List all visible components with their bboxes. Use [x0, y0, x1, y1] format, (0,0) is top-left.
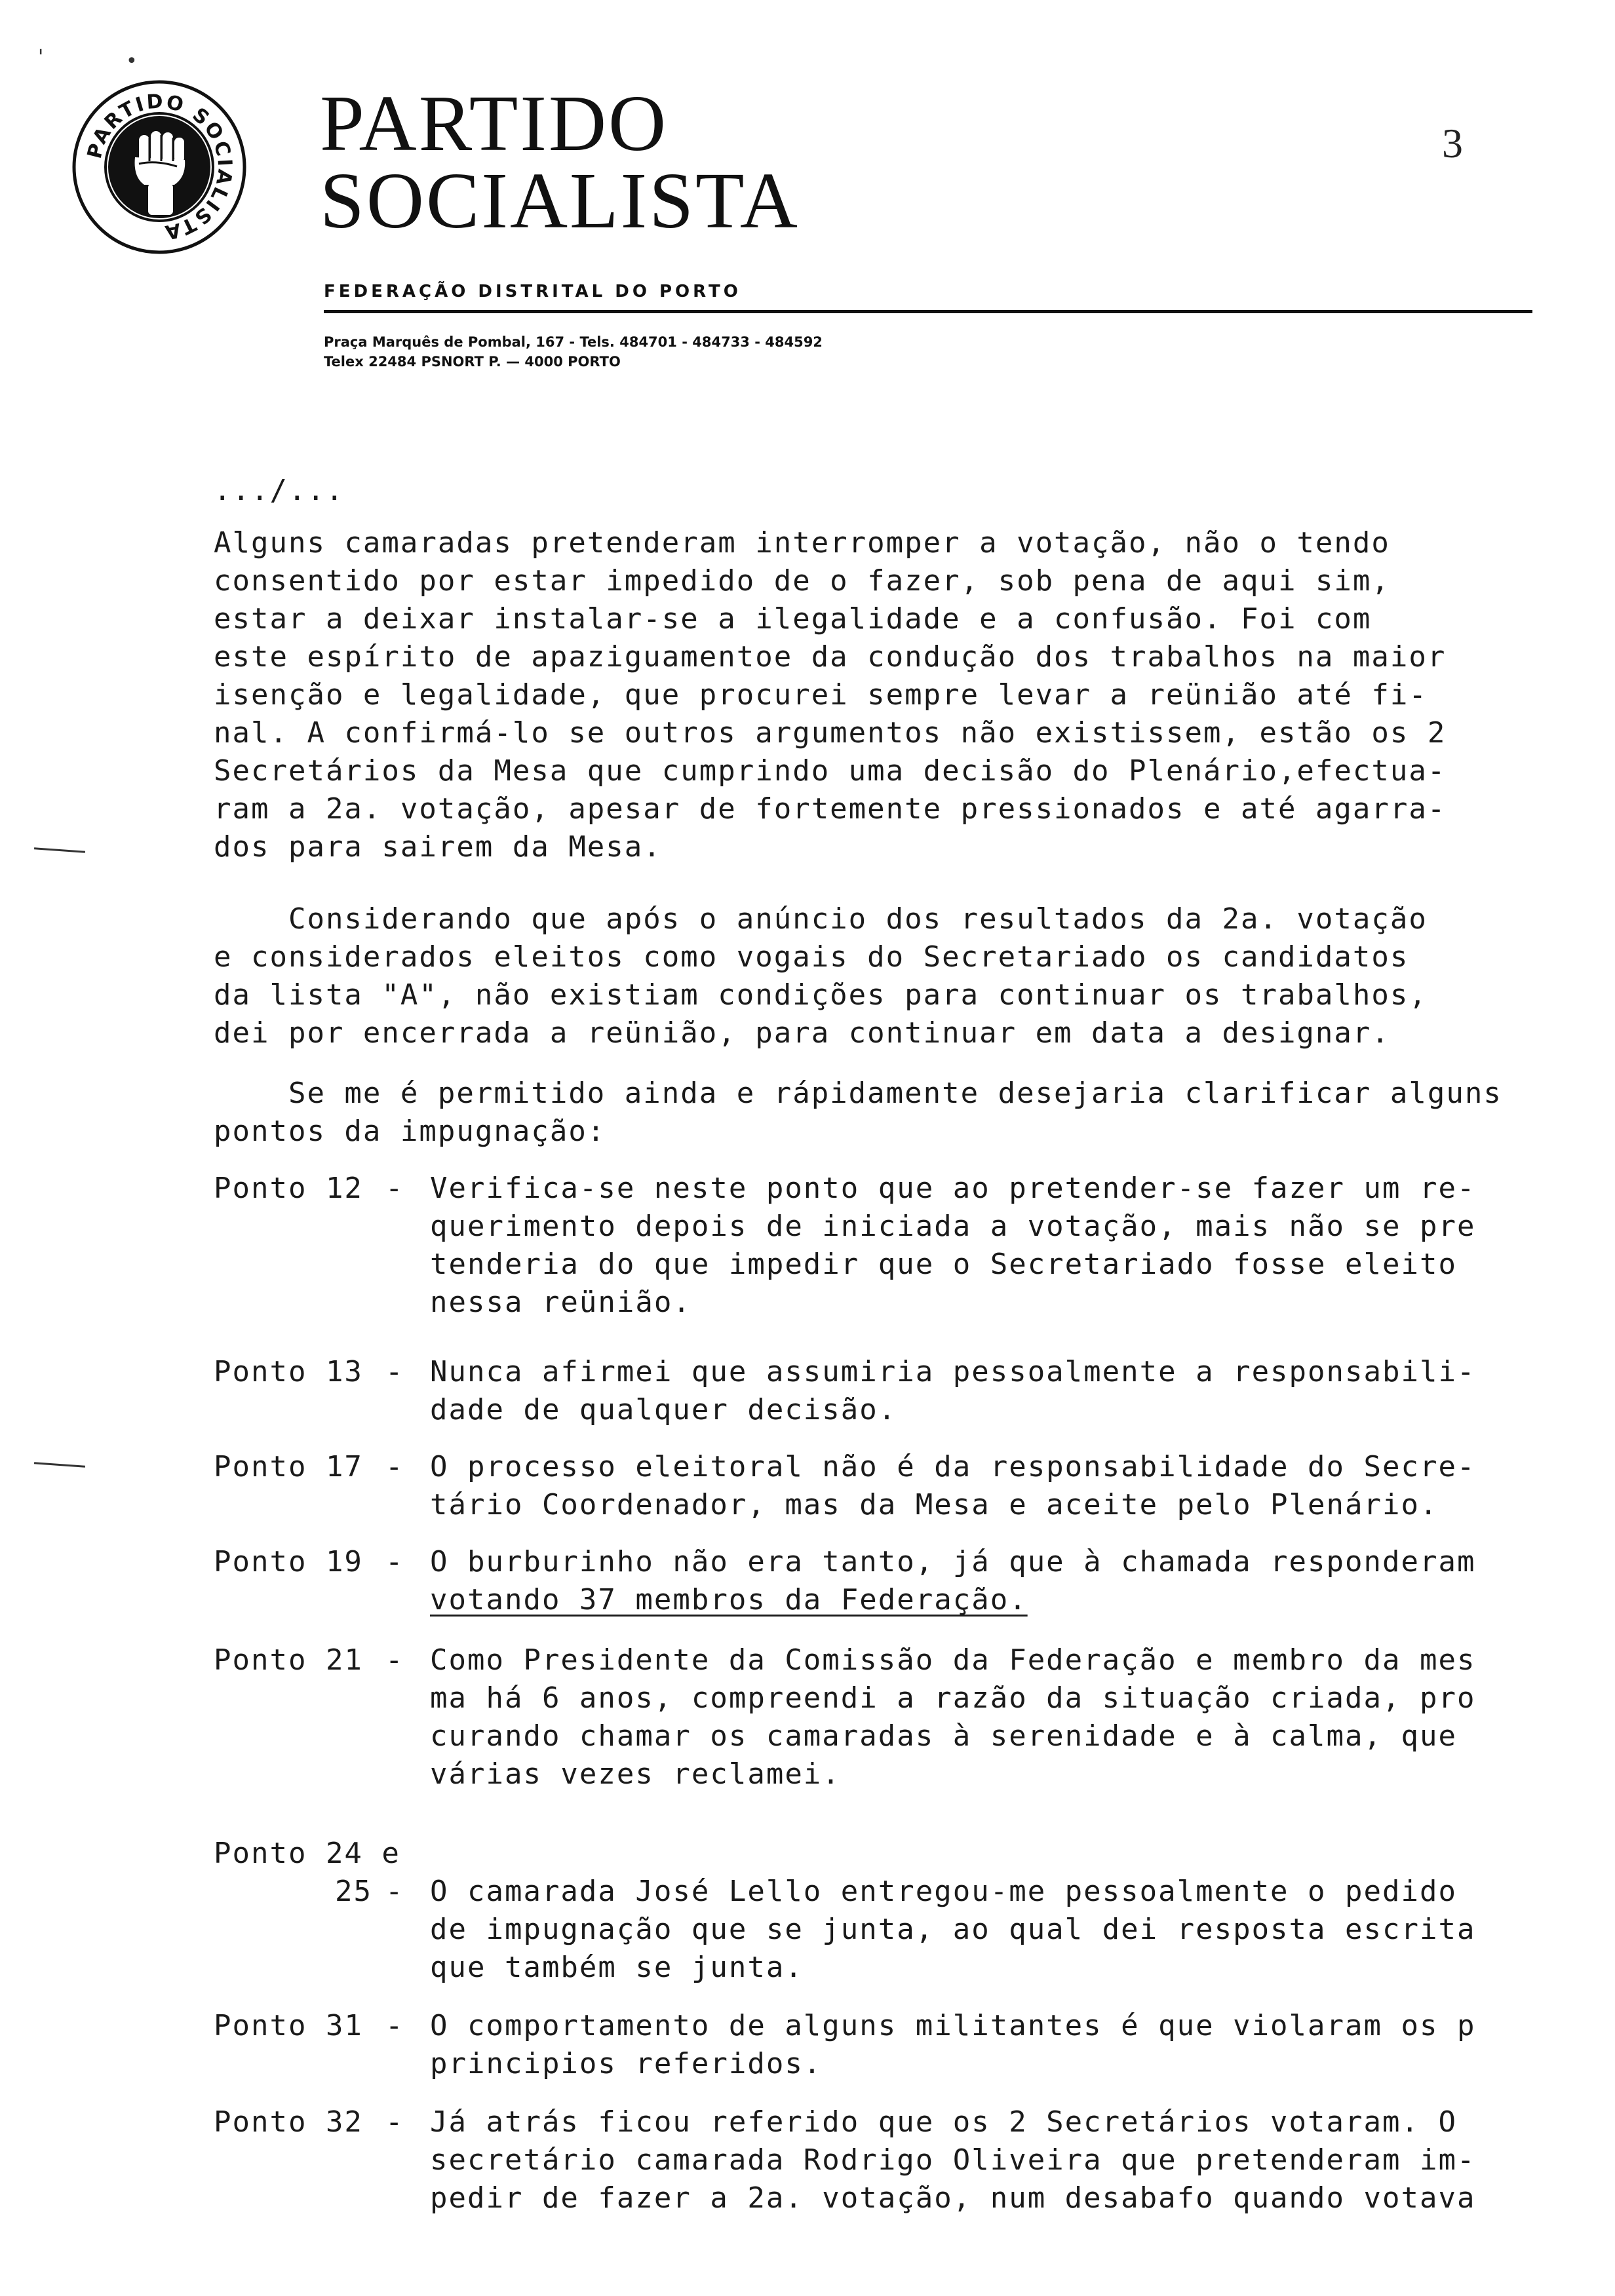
- point-label: Ponto 32: [214, 2105, 363, 2139]
- point-text-line: ma há 6 anos, compreendi a razão da situação criada, pro: [430, 1681, 1476, 1715]
- point-label: Ponto 17: [214, 1450, 363, 1483]
- point-label: Ponto 12: [214, 1172, 363, 1205]
- paragraph-line: pontos da impugnação:: [214, 1115, 606, 1148]
- paragraph-line: Secretários da Mesa que cumprindo uma decisão do Plenário,efectua-: [214, 754, 1447, 788]
- letterhead-rule: [324, 310, 1532, 313]
- paragraph-line: dos para sairem da Mesa.: [214, 830, 662, 864]
- paragraph-line: dei por encerrada a reünião, para continuar em data a designar.: [214, 1016, 1390, 1050]
- point-text-line: principios referidos.: [430, 2047, 823, 2080]
- continuation-mark: .../...: [214, 474, 345, 507]
- point-label: Ponto 31: [214, 2009, 363, 2042]
- point-text-line: várias vezes reclamei.: [430, 1757, 841, 1791]
- point-text-line: que também se junta.: [430, 1951, 804, 1984]
- point-dash: -: [385, 1643, 404, 1677]
- party-logo: [71, 79, 248, 256]
- paragraph-line: da lista "A", não existiam condições para continuar os trabalhos,: [214, 978, 1428, 1012]
- address-line-2: Telex 22484 PSNORT P. — 4000 PORTO: [324, 354, 621, 370]
- stray-dot: •: [126, 50, 138, 73]
- paragraph-line: Se me é permitido ainda e rápidamente desejaria clarificar alguns: [214, 1077, 1502, 1110]
- point-text-line: tário Coordenador, mas da Mesa e aceite pelo Plenário.: [430, 1488, 1439, 1521]
- paragraph-line: estar a deixar instalar-se a ilegalidade e a confusão. Foi com: [214, 602, 1372, 636]
- point-dash: -: [385, 2105, 404, 2139]
- point-text-line: de impugnação que se junta, ao qual dei resposta escrita: [430, 1913, 1476, 1946]
- point-text-line: O comportamento de alguns militantes é que violaram os p: [430, 2009, 1476, 2042]
- point-dash: -: [385, 1355, 404, 1388]
- point-dash: -: [385, 1875, 404, 1908]
- point-dash: -: [385, 1172, 404, 1205]
- point-text-line: querimento depois de iniciada a votação, mais não se pre: [430, 1210, 1476, 1243]
- point-text-line: secretário camarada Rodrigo Oliveira que pretenderam im-: [430, 2143, 1476, 2177]
- paragraph-line: Alguns camaradas pretenderam interromper a votação, não o tendo: [214, 526, 1390, 560]
- title-line-2: SOCIALISTA: [320, 157, 800, 245]
- paragraph-line: Considerando que após o anúncio dos resultados da 2a. votação: [214, 902, 1428, 936]
- letterhead-address: [324, 332, 823, 372]
- point-text-line: curando chamar os camaradas à serenidade e à calma, que: [430, 1719, 1457, 1753]
- margin-tick: [34, 1462, 85, 1467]
- point-dash: -: [385, 2009, 404, 2042]
- point-text-line: Como Presidente da Comissão da Federação e membro da mes: [430, 1643, 1476, 1677]
- federation-subtitle: FEDERAÇÃO DISTRITAL DO PORTO: [324, 282, 741, 301]
- point-text-line: O burburinho não era tanto, já que à chamada responderam: [430, 1545, 1476, 1578]
- paragraph-line: consentido por estar impedido de o fazer, sob pena de aqui sim,: [214, 564, 1390, 598]
- paragraph-line: este espírito de apaziguamentoe da condução dos trabalhos na maior: [214, 640, 1447, 674]
- point-label: Ponto 19: [214, 1545, 363, 1578]
- point-text-line: votando 37 membros da Federação.: [430, 1583, 1028, 1617]
- point-dash: -: [385, 1545, 404, 1578]
- svg-text:PARTIDO SOCIALISTA: PARTIDO SOCIALISTA: [83, 90, 237, 244]
- point-label: Ponto 24 e: [214, 1837, 400, 1870]
- paragraph-line: ram a 2a. votação, apesar de fortemente pressionados e até agarra-: [214, 792, 1447, 826]
- point-text-line: tenderia do que impedir que o Secretariado fosse eleito: [430, 1248, 1457, 1281]
- margin-tick: [34, 847, 85, 852]
- paragraph-line: e considerados eleitos como vogais do Secretariado os candidatos: [214, 940, 1409, 974]
- point-label: Ponto 21: [214, 1643, 363, 1677]
- point-text-line: O camarada José Lello entregou-me pessoalmente o pedido: [430, 1875, 1457, 1908]
- point-label: Ponto 13: [214, 1355, 363, 1388]
- address-line-1: Praça Marquês de Pombal, 167 - Tels. 484701 - 484733 - 484592: [324, 334, 823, 350]
- point-text-line: Verifica-se neste ponto que ao pretender-se fazer um re-: [430, 1172, 1476, 1205]
- point-text-line: nessa reünião.: [430, 1286, 691, 1319]
- point-text-line: Nunca afirmei que assumiria pessoalmente a responsabili-: [430, 1355, 1476, 1388]
- paragraph-line: isenção e legalidade, que procurei sempre levar a reünião até fi-: [214, 678, 1428, 712]
- point-dash: -: [385, 1450, 404, 1483]
- page-number: 3: [1442, 120, 1463, 166]
- stray-mark: ': [38, 46, 44, 69]
- paragraph-line: nal. A confirmá-lo se outros argumentos não existissem, estão os 2: [214, 716, 1447, 750]
- point-text-line: Já atrás ficou referido que os 2 Secretários votaram. O: [430, 2105, 1457, 2139]
- letterhead-title: [320, 79, 800, 245]
- title-line-1: PARTIDO: [320, 79, 669, 168]
- point-text-line: pedir de fazer a 2a. votação, num desabafo quando votava: [430, 2181, 1476, 2215]
- point-text-line: O processo eleitoral não é da responsabilidade do Secre-: [430, 1450, 1476, 1483]
- point-text-line: dade de qualquer decisão.: [430, 1393, 897, 1426]
- point-label-continued: 25: [335, 1875, 372, 1908]
